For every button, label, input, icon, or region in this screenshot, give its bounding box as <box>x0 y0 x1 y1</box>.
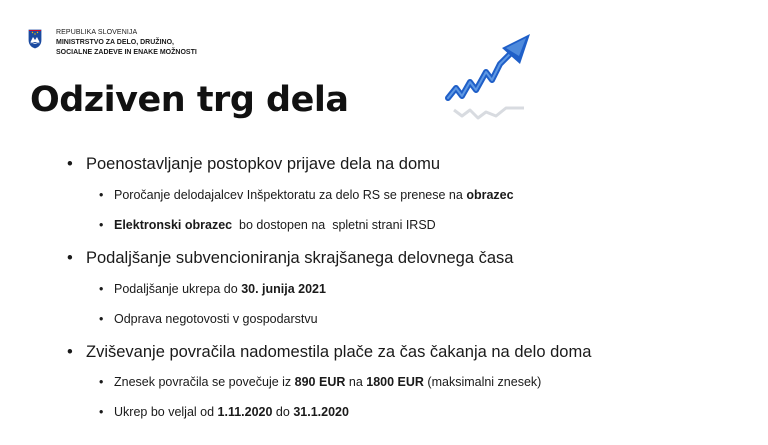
bold-run: 31.1.2020 <box>293 405 349 419</box>
sub-bullet-marker: • <box>99 375 104 389</box>
sub-bullet-text <box>114 188 514 202</box>
sub-bullet-marker: • <box>99 218 104 232</box>
bold-run: Elektronski obrazec <box>114 218 233 232</box>
sub-bullet-marker: • <box>99 188 104 202</box>
text-run: (maksimalni znesek) <box>423 375 542 389</box>
text-run: bo dostopen na spletni strani IRSD <box>232 218 436 232</box>
sub-bullet-text <box>114 405 349 419</box>
sub-bullet-text: Odprava negotovosti v gospodarstvu <box>114 312 318 326</box>
bullet-marker: • <box>67 343 73 361</box>
bold-run: 890 EUR <box>294 375 346 389</box>
sub-bullet-marker: • <box>99 312 104 326</box>
sub-bullet-marker: • <box>99 282 104 296</box>
text-run: Znesek povračila se povečuje iz <box>114 375 295 389</box>
ministry-line-2: MINISTRSTVO ZA DELO, DRUŽINO, <box>56 39 174 46</box>
sub-bullet-text <box>114 375 541 389</box>
bullet-marker: • <box>67 155 73 173</box>
bold-run: 30. junija 2021 <box>241 282 326 296</box>
bold-run: obrazec <box>466 188 514 202</box>
text-run: Ukrep bo veljal od <box>114 405 218 419</box>
bullet-text: Poenostavljanje postopkov prijave dela na domu <box>86 155 441 173</box>
ministry-name <box>56 28 197 58</box>
bullet-text: Zviševanje povračila nadomestila plače za čas čakanja na delo doma <box>86 343 592 361</box>
rising-arrow-graphic <box>440 30 540 125</box>
text-run: do <box>272 405 294 419</box>
text-run: na <box>345 375 367 389</box>
text-run: Podaljšanje ukrepa do <box>114 282 242 296</box>
ministry-line-1: REPUBLIKA SLOVENIJA <box>56 29 138 36</box>
bullet-text: Podaljšanje subvencioniranja skrajšanega delovnega časa <box>86 249 514 267</box>
slovenia-coat-of-arms-icon <box>28 29 42 49</box>
bold-run: 1800 EUR <box>366 375 424 389</box>
sub-bullet-marker: • <box>99 405 104 419</box>
text-run: Poročanje delodajalcev Inšpektoratu za delo RS se prenese na <box>114 188 467 202</box>
sub-bullet-text <box>114 218 436 232</box>
ministry-line-3: SOCIALNE ZADEVE IN ENAKE MOŽNOSTI <box>56 49 197 56</box>
bold-run: 1.11.2020 <box>217 405 273 419</box>
bullet-marker: • <box>67 249 73 267</box>
ministry-header <box>28 28 197 58</box>
slide-title: Odziven trg dela <box>30 80 349 120</box>
sub-bullet-text <box>114 282 326 296</box>
